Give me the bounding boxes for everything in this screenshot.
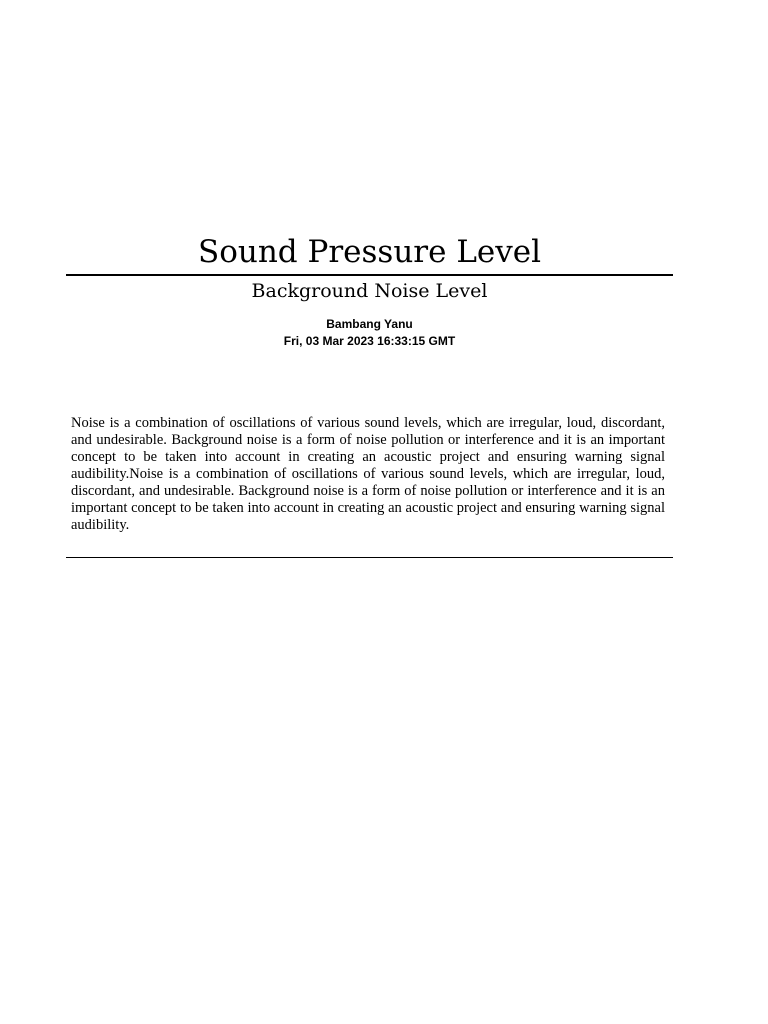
document-subtitle: Background Noise Level bbox=[251, 280, 488, 302]
author-name: Bambang Yanu bbox=[326, 317, 413, 331]
body-paragraph: Noise is a combination of oscillations of various sound levels, which are irregular, loud, discordant, and undesirable. Background noise is a form of noise pollution or interference and it is an important concept to be taken into account in creating an acoustic project and ensuring warning signal audibility.Noise is a combination of oscillations of various sound levels, which are irregular, loud, discordant, and undesirable. Background noise is a form of noise pollution or interference and it is an important concept to be taken into account in creating an acoustic project and ensuring warning signal audibility. bbox=[71, 415, 665, 533]
document-meta bbox=[66, 316, 673, 350]
publish-date: Fri, 03 Mar 2023 16:33:15 GMT bbox=[283, 334, 456, 348]
bottom-divider bbox=[66, 557, 673, 558]
document-title: Sound Pressure Level bbox=[197, 234, 542, 270]
document-page bbox=[66, 232, 673, 558]
title-divider bbox=[66, 274, 673, 276]
